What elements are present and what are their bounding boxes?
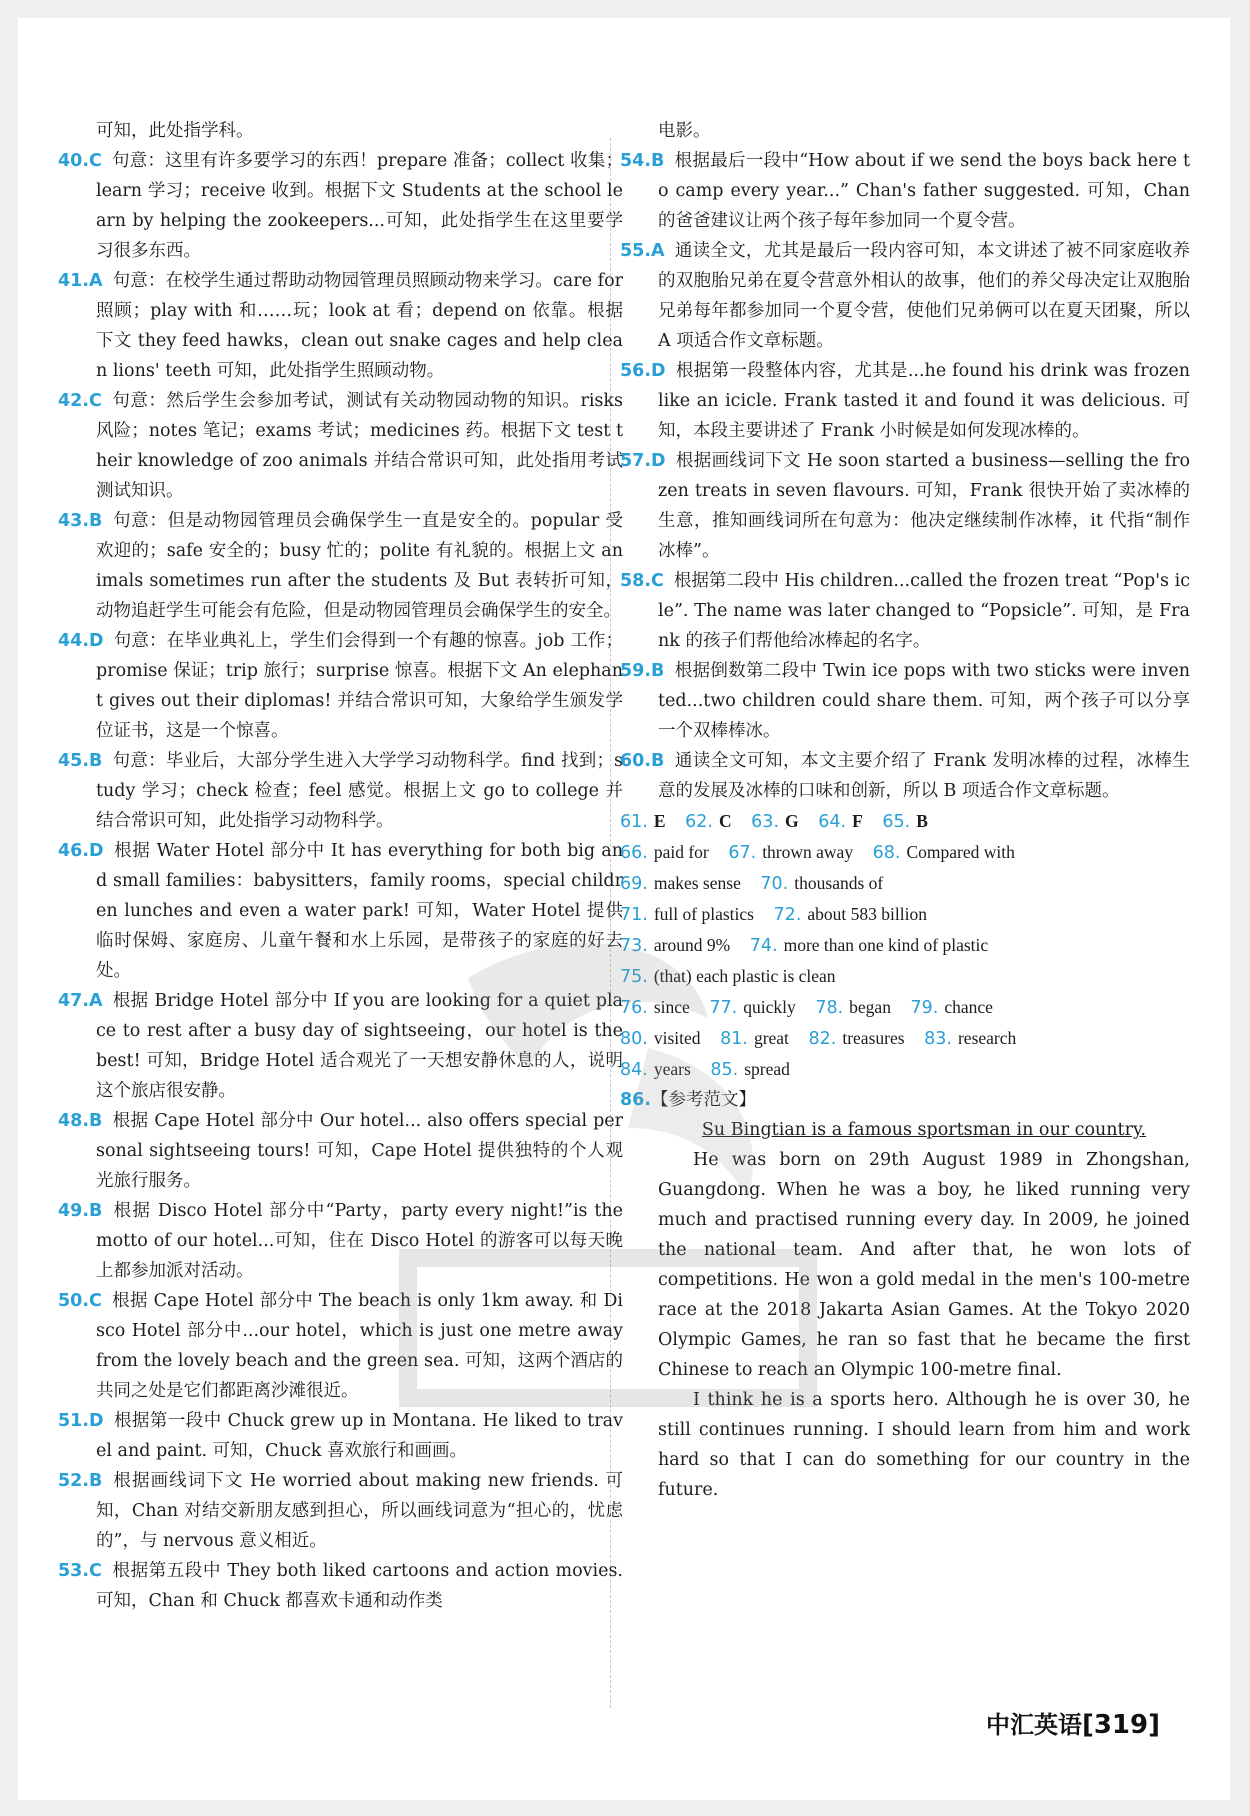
answer-item: 51.D 根据第一段中 Chuck grew up in Montana. He liked to travel and paint. 可知，Chuck 喜欢旅行和画画。 bbox=[58, 1411, 623, 1461]
answer-row: 75. (that) each plastic is clean bbox=[620, 966, 836, 987]
answer-row: 76. since 77. quickly 78. began 79. chance bbox=[620, 997, 993, 1018]
essay-title: Su Bingtian is a famous sportsman in our country. bbox=[701, 1120, 1147, 1140]
answer-item: 42.C 句意：然后学生会参加考试，测试有关动物园动物的知识。risks 风险；notes 笔记；exams 考试；medicines 药。根据下文 test their knowledge of zoo animals 并结合常识可知，此处指用考试测试知识。 bbox=[58, 391, 623, 501]
answer-row: 71. full of plastics 72. about 583 billion bbox=[620, 904, 927, 925]
answer-item: 45.B 句意：毕业后，大部分学生进入大学学习动物科学。find 找到；study 学习；check 检查；feel 感觉。根据上文 go to college 并结合常识可知，此处指学习动物科学。 bbox=[58, 751, 623, 831]
answer-item: 46.D 根据 Water Hotel 部分中 It has everything for both big and small families：babysitters，family rooms，special children lunches and even a water park! 可知，Water Hotel 提供临时保姆、家庭房、儿童午餐和水上乐园，是带孩子的家庭的好去处。 bbox=[58, 841, 623, 981]
answer-item: 47.A 根据 Bridge Hotel 部分中 If you are looking for a quiet place to rest after a busy day of sightseeing，our hotel is the best! 可知，Bridge Hotel 适合观光了一天想安静休息的人，说明这个旅店很安静。 bbox=[58, 991, 623, 1101]
essay-paragraph: He was born on 29th August 1989 in Zhongshan, Guangdong. When he was a boy, he liked running very much and practised running every day. In 2009, he joined the national team. And after that, he won lots of competitions. He won a gold medal in the men's 100-metre race at the 2018 Jakarta Asian Games. At the Tokyo 2020 Olympic Games, he ran so fast that he became the first Chinese to reach an Olympic 100-metre final. bbox=[658, 1150, 1190, 1380]
answer-item: 48.B 根据 Cape Hotel 部分中 Our hotel... also offers special personal sightseeing tours! 可知，Cape Hotel 提供独特的个人观光旅行服务。 bbox=[58, 1111, 623, 1191]
answer-row: 73. around 9% 74. more than one kind of plastic bbox=[620, 935, 989, 956]
answer-item: 55.A 通读全文，尤其是最后一段内容可知，本文讲述了被不同家庭收养的双胞胎兄弟在夏令营意外相认的故事，他们的养父母决定让双胞胎兄弟每年都参加同一个夏令营，使他们兄弟俩可以在夏天团聚，所以 A 项适合作文章标题。 bbox=[620, 241, 1190, 351]
answer-item: 40.C 句意：这里有许多要学习的东西！prepare 准备；collect 收集；learn 学习；receive 收到。根据下文 Students at the school learn by helping the zookeepers...可知，此处指学生在这里要学习很多东西。 bbox=[58, 151, 623, 261]
right-column bbox=[620, 116, 1190, 1505]
page-footer bbox=[986, 1705, 1160, 1740]
answer-item: 49.B 根据 Disco Hotel 部分中“Party，party every night!”is the motto of our hotel...可知，住在 Disco Hotel 的游客可以每天晚上都参加派对活动。 bbox=[58, 1201, 623, 1281]
answer-item: 56.D 根据第一段整体内容，尤其是...he found his drink was frozen like an icicle. Frank tasted it and found it was delicious. 可知，本段主要讲述了 Frank 小时候是如何发现冰棒的。 bbox=[620, 361, 1190, 441]
essay-heading: 86.【参考范文】 bbox=[620, 1090, 757, 1110]
answer-row: 69. makes sense 70. thousands of bbox=[620, 873, 884, 894]
book-title: 中汇英语 bbox=[985, 1711, 1082, 1739]
answer-item: 54.B 根据最后一段中“How about if we send the boys back here to camp every year...” Chan's father suggested. 可知，Chan 的爸爸建议让两个孩子每年参加同一个夏令营。 bbox=[620, 151, 1190, 231]
model-essay bbox=[620, 1115, 1190, 1505]
essay-paragraph: I think he is a sports hero. Although he is over 30, he still continues running. I should learn from him and work hard so that I can do something for our country in the future. bbox=[658, 1390, 1190, 1500]
answer-item: 可知，此处指学科。 bbox=[96, 121, 254, 141]
answer-row: 66. paid for 67. thrown away 68. Compared with bbox=[620, 842, 1015, 863]
answer-row: 84. years 85. spread bbox=[620, 1059, 790, 1080]
answer-item: 50.C 根据 Cape Hotel 部分中 The beach is only 1km away. 和 Disco Hotel 部分中...our hotel，which is just one metre away from the lovely beach and the green sea. 可知，这两个酒店的共同之处是它们都距离沙滩很近。 bbox=[58, 1291, 623, 1401]
answer-item: 52.B 根据画线词下文 He worried about making new friends. 可知，Chan 对结交新朋友感到担心，所以画线词意为“担心的，忧虑的”，与 nervous 意义相近。 bbox=[58, 1471, 623, 1551]
answer-item: 59.B 根据倒数第二段中 Twin ice pops with two sticks were invented...two children could share them. 可知，两个孩子可以分享一个双棒棒冰。 bbox=[620, 661, 1190, 741]
answer-item: 电影。 bbox=[658, 121, 711, 141]
page-number: [319] bbox=[1081, 1710, 1160, 1740]
answer-row: 61. E 62. C 63. G 64. F 65. B bbox=[620, 811, 928, 832]
answer-item: 41.A 句意：在校学生通过帮助动物园管理员照顾动物来学习。care for 照顾；play with 和……玩；look at 看；depend on 依靠。根据下文 they feed hawks，clean out snake cages and help clean lions' teeth 可知，此处指学生照顾动物。 bbox=[58, 271, 623, 381]
answer-row: 80. visited 81. great 82. treasures 83. research bbox=[620, 1028, 1017, 1049]
answer-item: 53.C 根据第五段中 They both liked cartoons and action movies. 可知，Chan 和 Chuck 都喜欢卡通和动作类 bbox=[58, 1561, 623, 1611]
answer-item: 57.D 根据画线词下文 He soon started a business—selling the frozen treats in seven flavours. 可知，Frank 很快开始了卖冰棒的生意，推知画线词所在句意为：他决定继续制作冰棒，it 代指“制作冰棒”。 bbox=[620, 451, 1190, 561]
short-answer-key bbox=[620, 806, 1190, 1085]
answer-page bbox=[18, 18, 1230, 1800]
answer-item: 58.C 根据第二段中 His children...called the frozen treat “Pop's icle”. The name was later changed to “Popsicle”. 可知，是 Frank 的孩子们帮他给冰棒起的名字。 bbox=[620, 571, 1190, 651]
left-column bbox=[58, 116, 623, 1616]
answer-item: 43.B 句意：但是动物园管理员会确保学生一直是安全的。popular 受欢迎的；safe 安全的；busy 忙的；polite 有礼貌的。根据上文 animals sometimes run after the students 及 But 表转折可知，动物追赶学生可能会有危险，但是动物园管理员会确保学生的安全。 bbox=[58, 511, 623, 621]
answer-item: 60.B 通读全文可知，本文主要介绍了 Frank 发明冰棒的过程，冰棒生意的发展及冰棒的口味和创新，所以 B 项适合作文章标题。 bbox=[620, 751, 1190, 801]
answer-item: 44.D 句意：在毕业典礼上，学生们会得到一个有趣的惊喜。job 工作；promise 保证；trip 旅行；surprise 惊喜。根据下文 An elephant gives out their diplomas! 并结合常识可知，大象给学生颁发学位证书，这是一个惊喜。 bbox=[58, 631, 623, 741]
